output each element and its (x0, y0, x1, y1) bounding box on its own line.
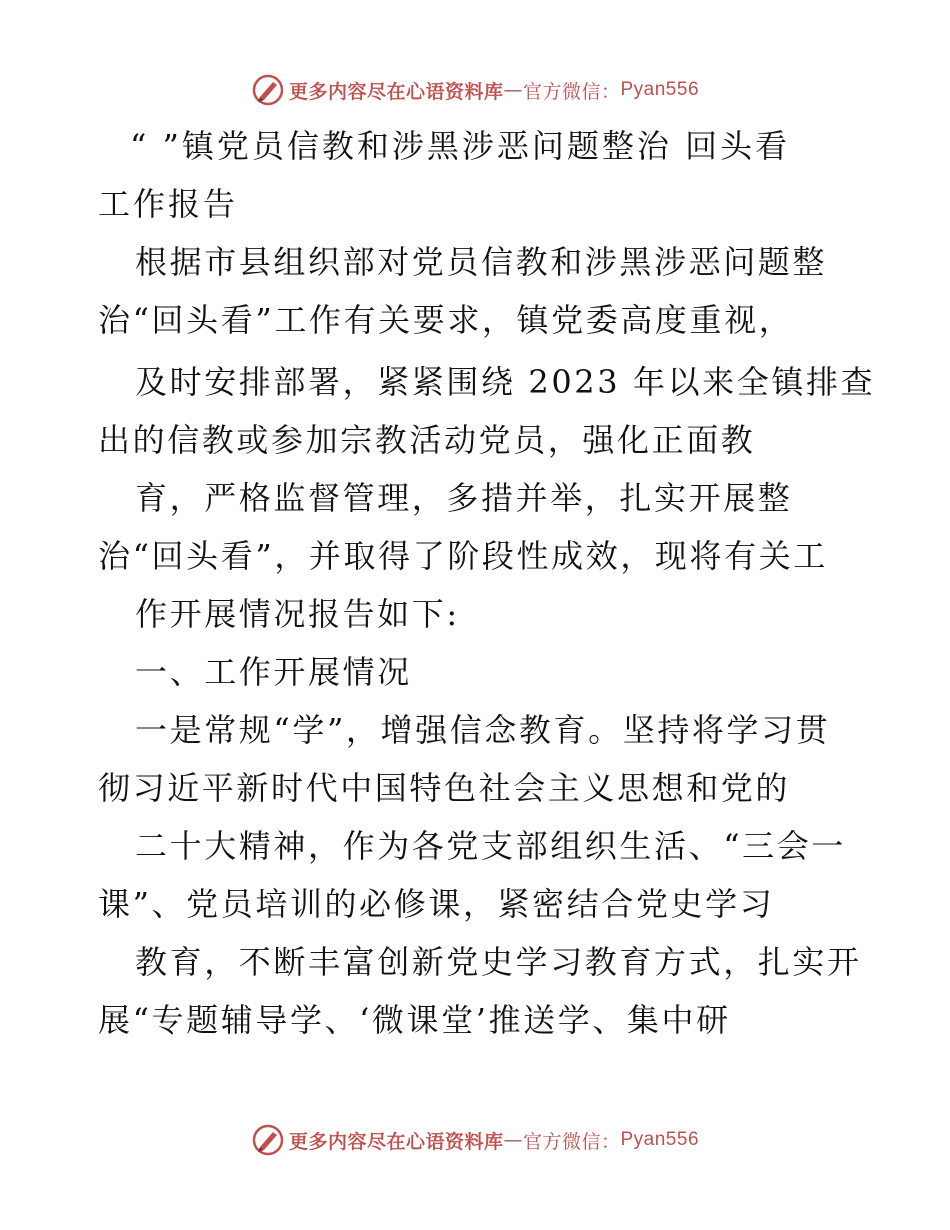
watermark-wechat-id: Pyan556 (620, 79, 700, 100)
watermark-main-text: 更多内容尽在心语资料库 (288, 80, 504, 103)
paragraph-line: 及时安排部署，紧紧围绕 2023 年以来全镇排查 (135, 363, 876, 401)
document-title-line-1: “ ”镇党员信教和涉黑涉恶问题整治 回头看 (130, 127, 791, 165)
paragraph-line: 二十大精神，作为各党支部组织生活、“三会一 (135, 827, 846, 865)
paragraph-line: 治“回头看”，并取得了阶段性成效，现将有关工 (98, 537, 828, 575)
paragraph-line: 一是常规“学”，增强信念教育。坚持将学习贯 (135, 711, 831, 749)
paragraph-line: 出的信教或参加宗教活动党员，强化正面教 (98, 421, 756, 459)
paragraph-line: 教育，不断丰富创新党史学习教育方式，扎实开 (135, 943, 862, 981)
document-title-line-2: 工作报告 (98, 185, 239, 223)
watermark-separator: — (503, 79, 523, 101)
footer-watermark (0, 1120, 950, 1160)
paragraph-line: 展“专题辅导学、‘微课堂’推送学、集中研 (98, 1001, 731, 1039)
watermark-separator: — (503, 1129, 523, 1151)
watermark-wechat-label: 官方微信： (522, 1130, 621, 1153)
paragraph-line: 根据市县组织部对党员信教和涉黑涉恶问题整 (135, 243, 828, 281)
watermark-wechat-id: Pyan556 (620, 1129, 700, 1150)
pen-logo-icon (251, 1123, 285, 1157)
paragraph-line: 治“回头看”工作有关要求，镇党委高度重视， (98, 301, 794, 339)
paragraph-line: 课”、党员培训的必修课，紧密结合党史学习 (98, 885, 775, 923)
watermark-main-text: 更多内容尽在心语资料库 (288, 1130, 504, 1153)
paragraph-line: 育，严格监督管理，多措并举，扎实开展整 (135, 479, 793, 517)
paragraph-line: 彻习近平新时代中国特色社会主义思想和党的 (98, 769, 791, 807)
paragraph-line: 作开展情况报告如下: (135, 595, 460, 633)
watermark-wechat-label: 官方微信： (522, 80, 621, 103)
section-heading: 一、工作开展情况 (135, 653, 412, 691)
